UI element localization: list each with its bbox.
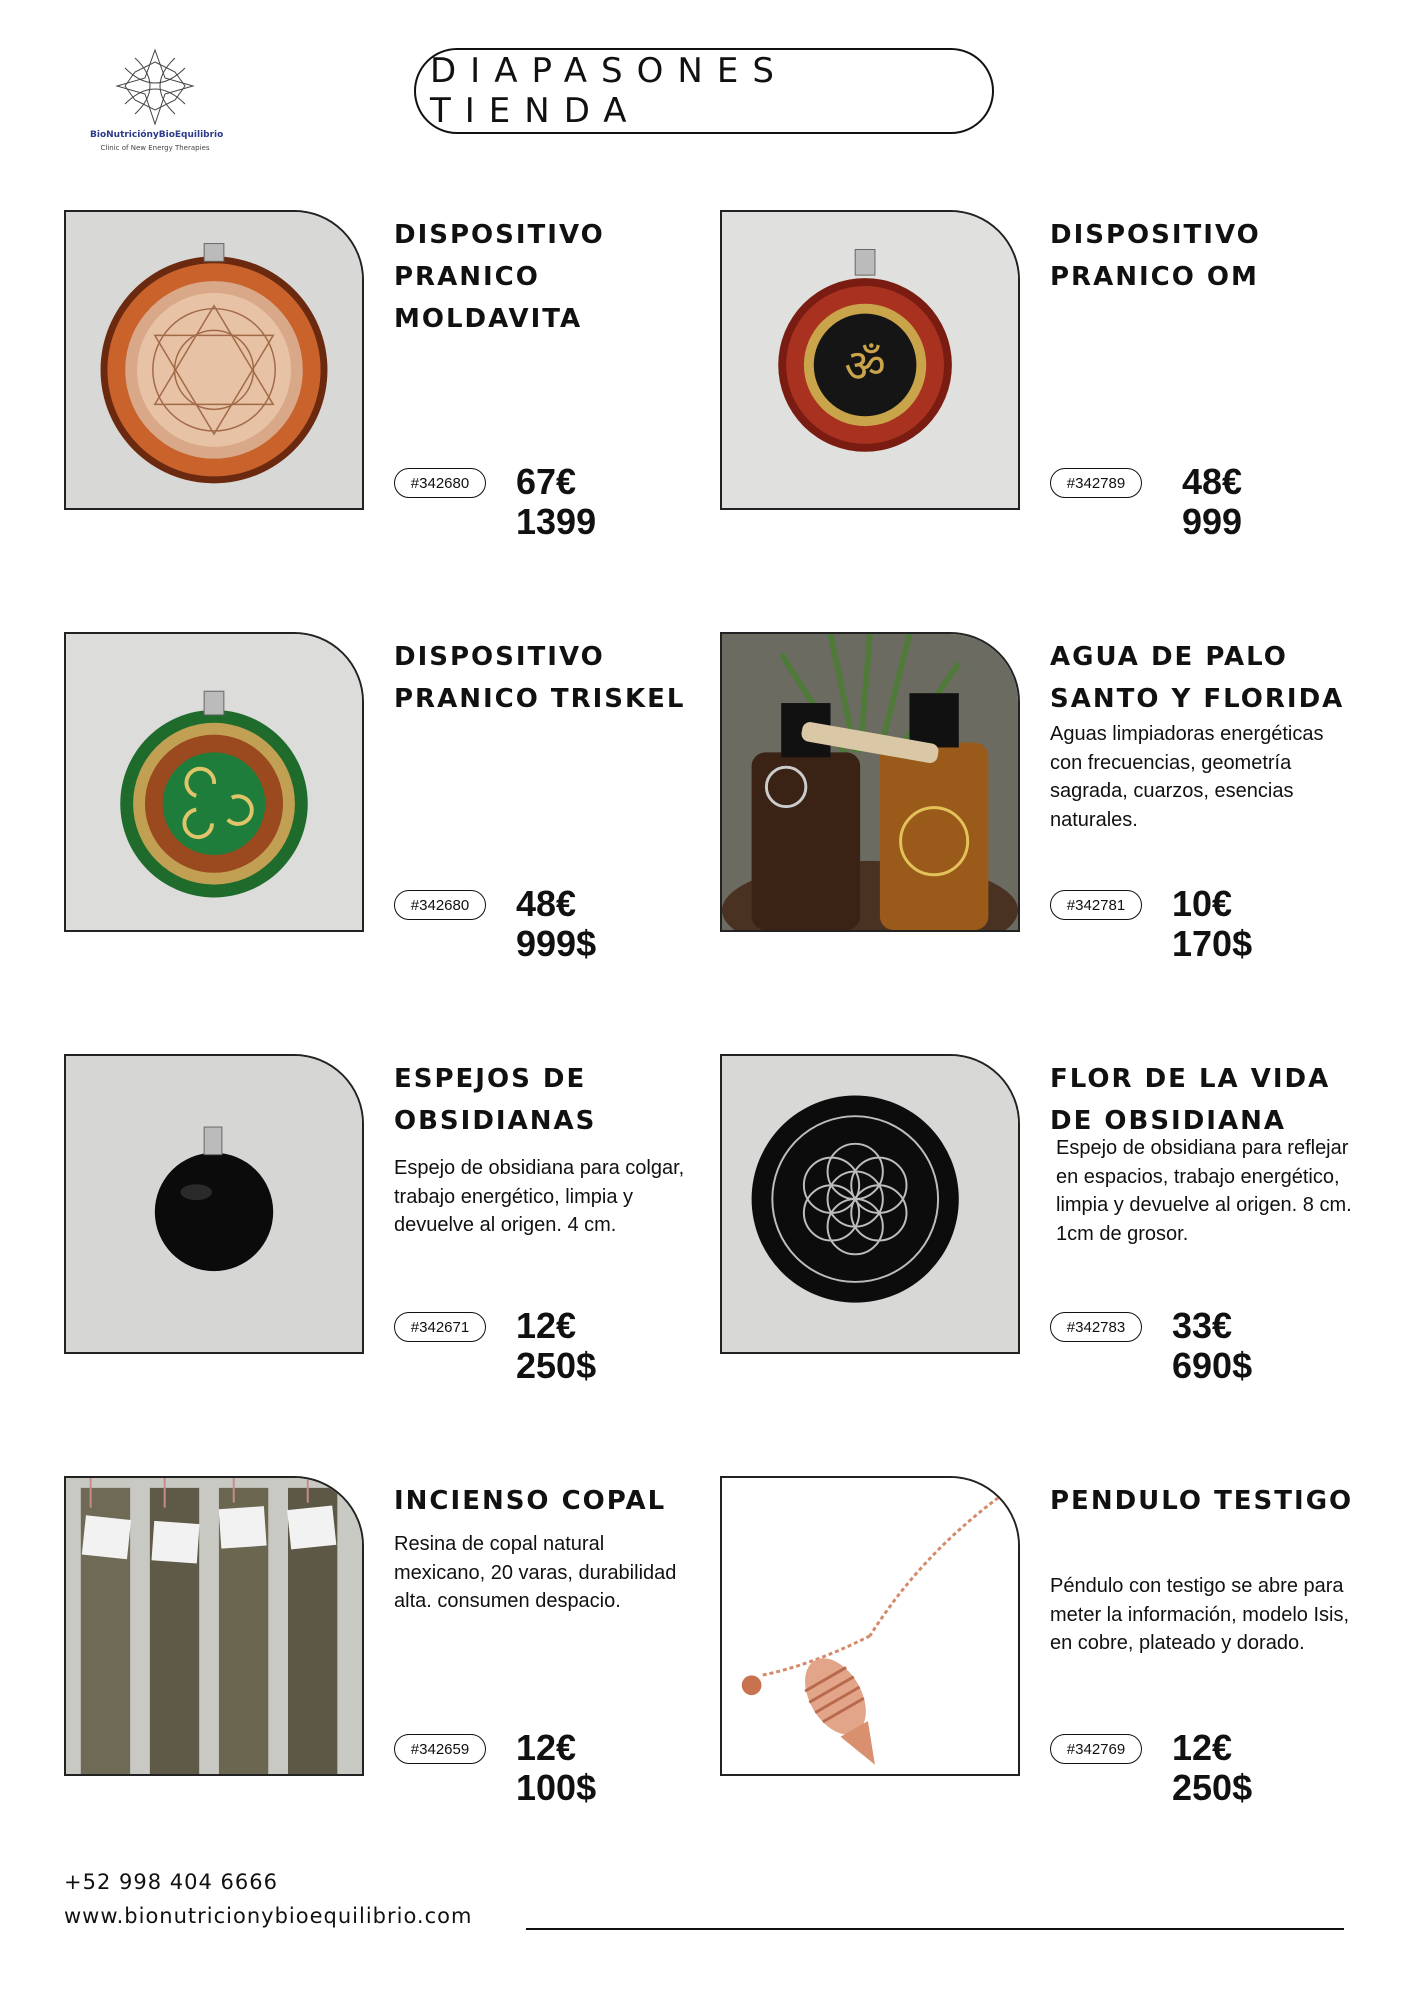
- price-eur: 48€: [1182, 461, 1243, 502]
- product-code-badge: #342680: [394, 468, 486, 498]
- product-price: [1172, 1728, 1252, 1808]
- product-photo[interactable]: [64, 210, 364, 510]
- product-photo[interactable]: [64, 1054, 364, 1354]
- product-price: [1172, 1306, 1252, 1386]
- product-name: INCIENSO COPAL: [394, 1486, 667, 1516]
- product-card[interactable]: [720, 210, 1360, 600]
- price-eur: 33€: [1172, 1305, 1233, 1346]
- price-eur: 12€: [516, 1305, 577, 1346]
- product-name: DISPOSITIVO PRANICO MOLDAVITA: [394, 220, 605, 334]
- product-card[interactable]: [720, 632, 1360, 1022]
- product-price: [516, 462, 596, 542]
- product-code-badge: #342783: [1050, 1312, 1142, 1342]
- price-eur: 67€: [516, 461, 577, 502]
- product-name: DISPOSITIVO PRANICO OM: [1050, 220, 1261, 292]
- product-card[interactable]: [64, 1054, 704, 1444]
- product-code-badge: #342789: [1050, 468, 1142, 498]
- product-description: Espejo de obsidiana para colgar, trabajo energético, limpia y devuelve al origen. 4 cm.: [394, 1157, 685, 1236]
- product-photo[interactable]: [720, 210, 1020, 510]
- product-name: PENDULO TESTIGO: [1050, 1486, 1354, 1516]
- product-description: Espejo de obsidiana para reflejar en espacios, trabajo energético, limpia y devuelve al origen. 8 cm. 1cm de grosor.: [1056, 1137, 1352, 1245]
- price-alt: 170$: [1172, 923, 1253, 964]
- product-price: [1182, 462, 1242, 542]
- product-code-badge: #342659: [394, 1734, 486, 1764]
- product-name: ESPEJOS DE OBSIDIANAS: [394, 1064, 597, 1136]
- brand-name: BioNutriciónyBioEquilibrio: [90, 130, 224, 140]
- product-photo[interactable]: [64, 1476, 364, 1776]
- product-price: [516, 1306, 596, 1386]
- price-alt: 999$: [516, 923, 597, 964]
- product-code-badge: #342769: [1050, 1734, 1142, 1764]
- brand-tagline: Clinic of New Energy Therapies: [100, 144, 210, 152]
- price-alt: 999: [1182, 501, 1243, 542]
- store-title: DIAPASONES TIENDA: [414, 48, 994, 134]
- footer-divider: [526, 1928, 1344, 1930]
- product-card[interactable]: [720, 1054, 1360, 1444]
- price-eur: 12€: [516, 1727, 577, 1768]
- product-code-badge: #342781: [1050, 890, 1142, 920]
- price-alt: 100$: [516, 1767, 597, 1808]
- product-price: [1172, 884, 1252, 964]
- price-alt: 250$: [1172, 1767, 1253, 1808]
- product-card[interactable]: [64, 210, 704, 600]
- product-description: Aguas limpiadoras energéticas con frecuencias, geometría sagrada, cuarzos, esencias naturales.: [1050, 723, 1324, 831]
- product-code-badge: #342671: [394, 1312, 486, 1342]
- price-alt: 1399: [516, 501, 597, 542]
- price-alt: 690$: [1172, 1345, 1253, 1386]
- product-price: [516, 1728, 596, 1808]
- product-description: Péndulo con testigo se abre para meter la información, modelo Isis, en cobre, plateado y dorado.: [1050, 1575, 1350, 1654]
- product-card[interactable]: [720, 1476, 1360, 1866]
- product-name: FLOR DE LA VIDA DE OBSIDIANA: [1050, 1064, 1331, 1136]
- svg-text:ॐ: ॐ: [844, 339, 886, 393]
- product-name: AGUA DE PALO SANTO Y FLORIDA: [1050, 642, 1345, 714]
- star-geometry-icon: [115, 48, 195, 126]
- product-photo[interactable]: [64, 632, 364, 932]
- product-card[interactable]: [64, 1476, 704, 1866]
- price-eur: 48€: [516, 883, 577, 924]
- price-alt: 250$: [516, 1345, 597, 1386]
- product-price: [516, 884, 596, 964]
- website-link[interactable]: www.bionutricionybioequilibrio.com: [64, 1904, 473, 1928]
- price-eur: 12€: [1172, 1727, 1233, 1768]
- price-eur: 10€: [1172, 883, 1233, 924]
- product-photo[interactable]: [720, 1054, 1020, 1354]
- product-photo[interactable]: [720, 1476, 1020, 1776]
- product-code-badge: #342680: [394, 890, 486, 920]
- product-photo[interactable]: [720, 632, 1020, 932]
- brand-logo: [90, 48, 224, 168]
- contact-phone[interactable]: +52 998 404 6666: [64, 1870, 278, 1894]
- product-card[interactable]: [64, 632, 704, 1022]
- product-name: DISPOSITIVO PRANICO TRISKEL: [394, 642, 686, 714]
- product-description: Resina de copal natural mexicano, 20 varas, durabilidad alta. consumen despacio.: [394, 1533, 677, 1612]
